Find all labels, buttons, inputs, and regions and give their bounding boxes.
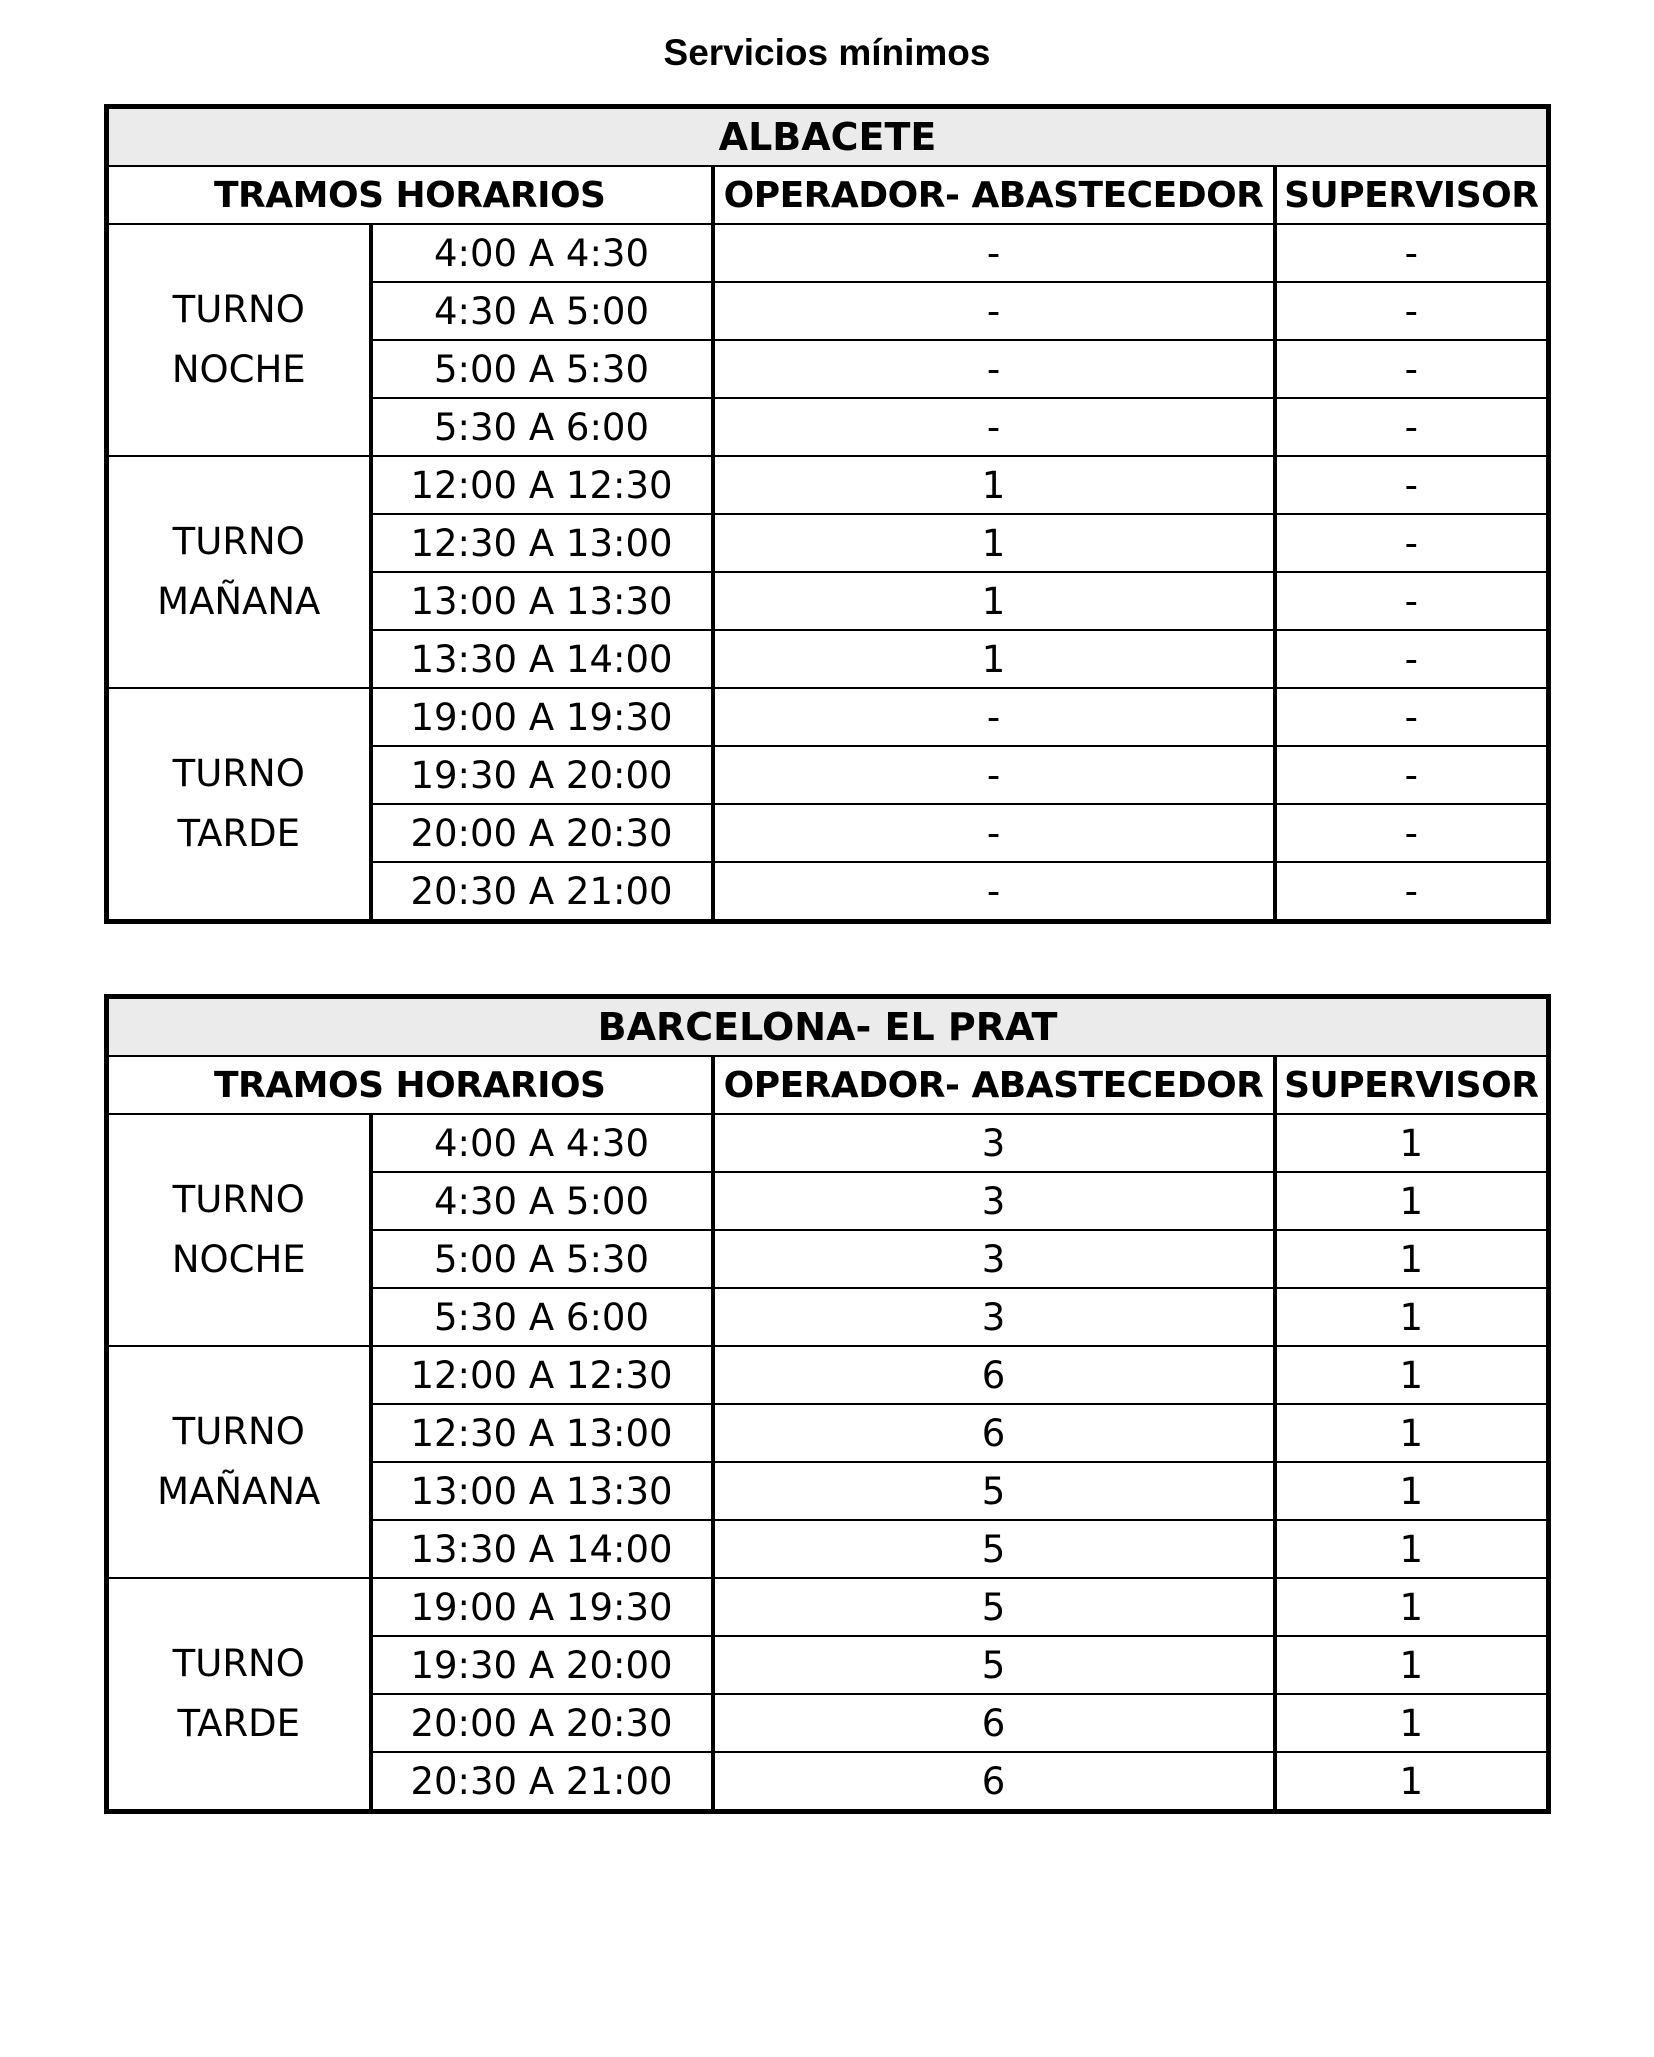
supervisor-count: - (1275, 746, 1549, 804)
table-row (107, 224, 1549, 282)
table-row (107, 1114, 1549, 1172)
shift-label-line: MAÑANA (157, 1470, 321, 1513)
time-slot: 20:00 A 20:30 (371, 1694, 713, 1752)
supervisor-count: - (1275, 862, 1549, 922)
shift-label (107, 1346, 371, 1578)
supervisor-count: 1 (1275, 1288, 1549, 1346)
shift-label-line: TARDE (177, 812, 301, 855)
shift-label-line: TARDE (177, 1702, 301, 1745)
supervisor-count: 1 (1275, 1636, 1549, 1694)
supervisor-count: 1 (1275, 1114, 1549, 1172)
operador-count: 1 (713, 630, 1275, 688)
site-name: ALBACETE (107, 107, 1549, 167)
time-slot: 19:00 A 19:30 (371, 1578, 713, 1636)
header-tramos-horarios: TRAMOS HORARIOS (107, 166, 713, 224)
supervisor-count: 1 (1275, 1752, 1549, 1812)
table-barcelona-el-prat (104, 994, 1551, 1814)
supervisor-count: - (1275, 456, 1549, 514)
time-slot: 5:30 A 6:00 (371, 1288, 713, 1346)
time-slot: 12:30 A 13:00 (371, 514, 713, 572)
supervisor-count: - (1275, 630, 1549, 688)
operador-count: 1 (713, 572, 1275, 630)
supervisor-count: - (1275, 688, 1549, 746)
supervisor-count: 1 (1275, 1578, 1549, 1636)
supervisor-count: - (1275, 224, 1549, 282)
operador-count: 5 (713, 1462, 1275, 1520)
operador-count: - (713, 224, 1275, 282)
operador-count: 3 (713, 1230, 1275, 1288)
shift-label (107, 224, 371, 456)
time-slot: 20:30 A 21:00 (371, 862, 713, 922)
shift-label-line: NOCHE (171, 348, 306, 391)
time-slot: 5:00 A 5:30 (371, 1230, 713, 1288)
operador-count: - (713, 804, 1275, 862)
time-slot: 13:00 A 13:30 (371, 1462, 713, 1520)
page-title: Servicios mínimos (663, 32, 991, 73)
operador-count: 3 (713, 1114, 1275, 1172)
header-tramos-horarios: TRAMOS HORARIOS (107, 1056, 713, 1114)
time-slot: 5:00 A 5:30 (371, 340, 713, 398)
supervisor-count: - (1275, 804, 1549, 862)
supervisor-count: 1 (1275, 1404, 1549, 1462)
time-slot: 19:30 A 20:00 (371, 1636, 713, 1694)
supervisor-count: 1 (1275, 1172, 1549, 1230)
header-supervisor: SUPERVISOR (1275, 166, 1549, 224)
operador-count: 5 (713, 1520, 1275, 1578)
table-row (107, 1346, 1549, 1404)
time-slot: 4:00 A 4:30 (371, 224, 713, 282)
shift-label-line: TURNO (172, 752, 305, 795)
time-slot: 4:30 A 5:00 (371, 1172, 713, 1230)
operador-count: 6 (713, 1346, 1275, 1404)
supervisor-count: - (1275, 340, 1549, 398)
time-slot: 20:00 A 20:30 (371, 804, 713, 862)
operador-count: 6 (713, 1694, 1275, 1752)
shift-label-line: TURNO (172, 1410, 305, 1453)
time-slot: 20:30 A 21:00 (371, 1752, 713, 1812)
time-slot: 19:00 A 19:30 (371, 688, 713, 746)
operador-count: - (713, 688, 1275, 746)
shift-label (107, 1114, 371, 1346)
time-slot: 13:30 A 14:00 (371, 1520, 713, 1578)
supervisor-count: - (1275, 282, 1549, 340)
operador-count: 5 (713, 1578, 1275, 1636)
operador-count: - (713, 398, 1275, 456)
time-slot: 13:30 A 14:00 (371, 630, 713, 688)
supervisor-count: 1 (1275, 1520, 1549, 1578)
table-row (107, 1578, 1549, 1636)
time-slot: 5:30 A 6:00 (371, 398, 713, 456)
shift-label (107, 688, 371, 922)
time-slot: 12:30 A 13:00 (371, 1404, 713, 1462)
supervisor-count: - (1275, 398, 1549, 456)
shift-label-line: NOCHE (171, 1238, 306, 1281)
time-slot: 12:00 A 12:30 (371, 456, 713, 514)
time-slot: 4:30 A 5:00 (371, 282, 713, 340)
time-slot: 13:00 A 13:30 (371, 572, 713, 630)
table-row (107, 688, 1549, 746)
header-supervisor: SUPERVISOR (1275, 1056, 1549, 1114)
shift-label-line: TURNO (172, 1178, 305, 1221)
header-operador-abastecedor: OPERADOR- ABASTECEDOR (713, 1056, 1275, 1114)
operador-count: - (713, 282, 1275, 340)
time-slot: 19:30 A 20:00 (371, 746, 713, 804)
shift-label (107, 1578, 371, 1812)
supervisor-count: 1 (1275, 1230, 1549, 1288)
operador-count: - (713, 746, 1275, 804)
operador-count: - (713, 862, 1275, 922)
time-slot: 4:00 A 4:30 (371, 1114, 713, 1172)
table-albacete (104, 104, 1551, 924)
shift-label-line: TURNO (172, 288, 305, 331)
supervisor-count: - (1275, 514, 1549, 572)
supervisor-count: 1 (1275, 1346, 1549, 1404)
site-name: BARCELONA- EL PRAT (107, 997, 1549, 1057)
shift-label-line: TURNO (172, 520, 305, 563)
operador-count: 6 (713, 1752, 1275, 1812)
operador-count: 1 (713, 456, 1275, 514)
operador-count: 5 (713, 1636, 1275, 1694)
shift-label (107, 456, 371, 688)
shift-label-line: TURNO (172, 1642, 305, 1685)
table-row (107, 456, 1549, 514)
operador-count: 3 (713, 1172, 1275, 1230)
supervisor-count: 1 (1275, 1694, 1549, 1752)
time-slot: 12:00 A 12:30 (371, 1346, 713, 1404)
operador-count: - (713, 340, 1275, 398)
operador-count: 6 (713, 1404, 1275, 1462)
operador-count: 3 (713, 1288, 1275, 1346)
header-operador-abastecedor: OPERADOR- ABASTECEDOR (713, 166, 1275, 224)
supervisor-count: - (1275, 572, 1549, 630)
operador-count: 1 (713, 514, 1275, 572)
supervisor-count: 1 (1275, 1462, 1549, 1520)
shift-label-line: MAÑANA (157, 580, 321, 623)
